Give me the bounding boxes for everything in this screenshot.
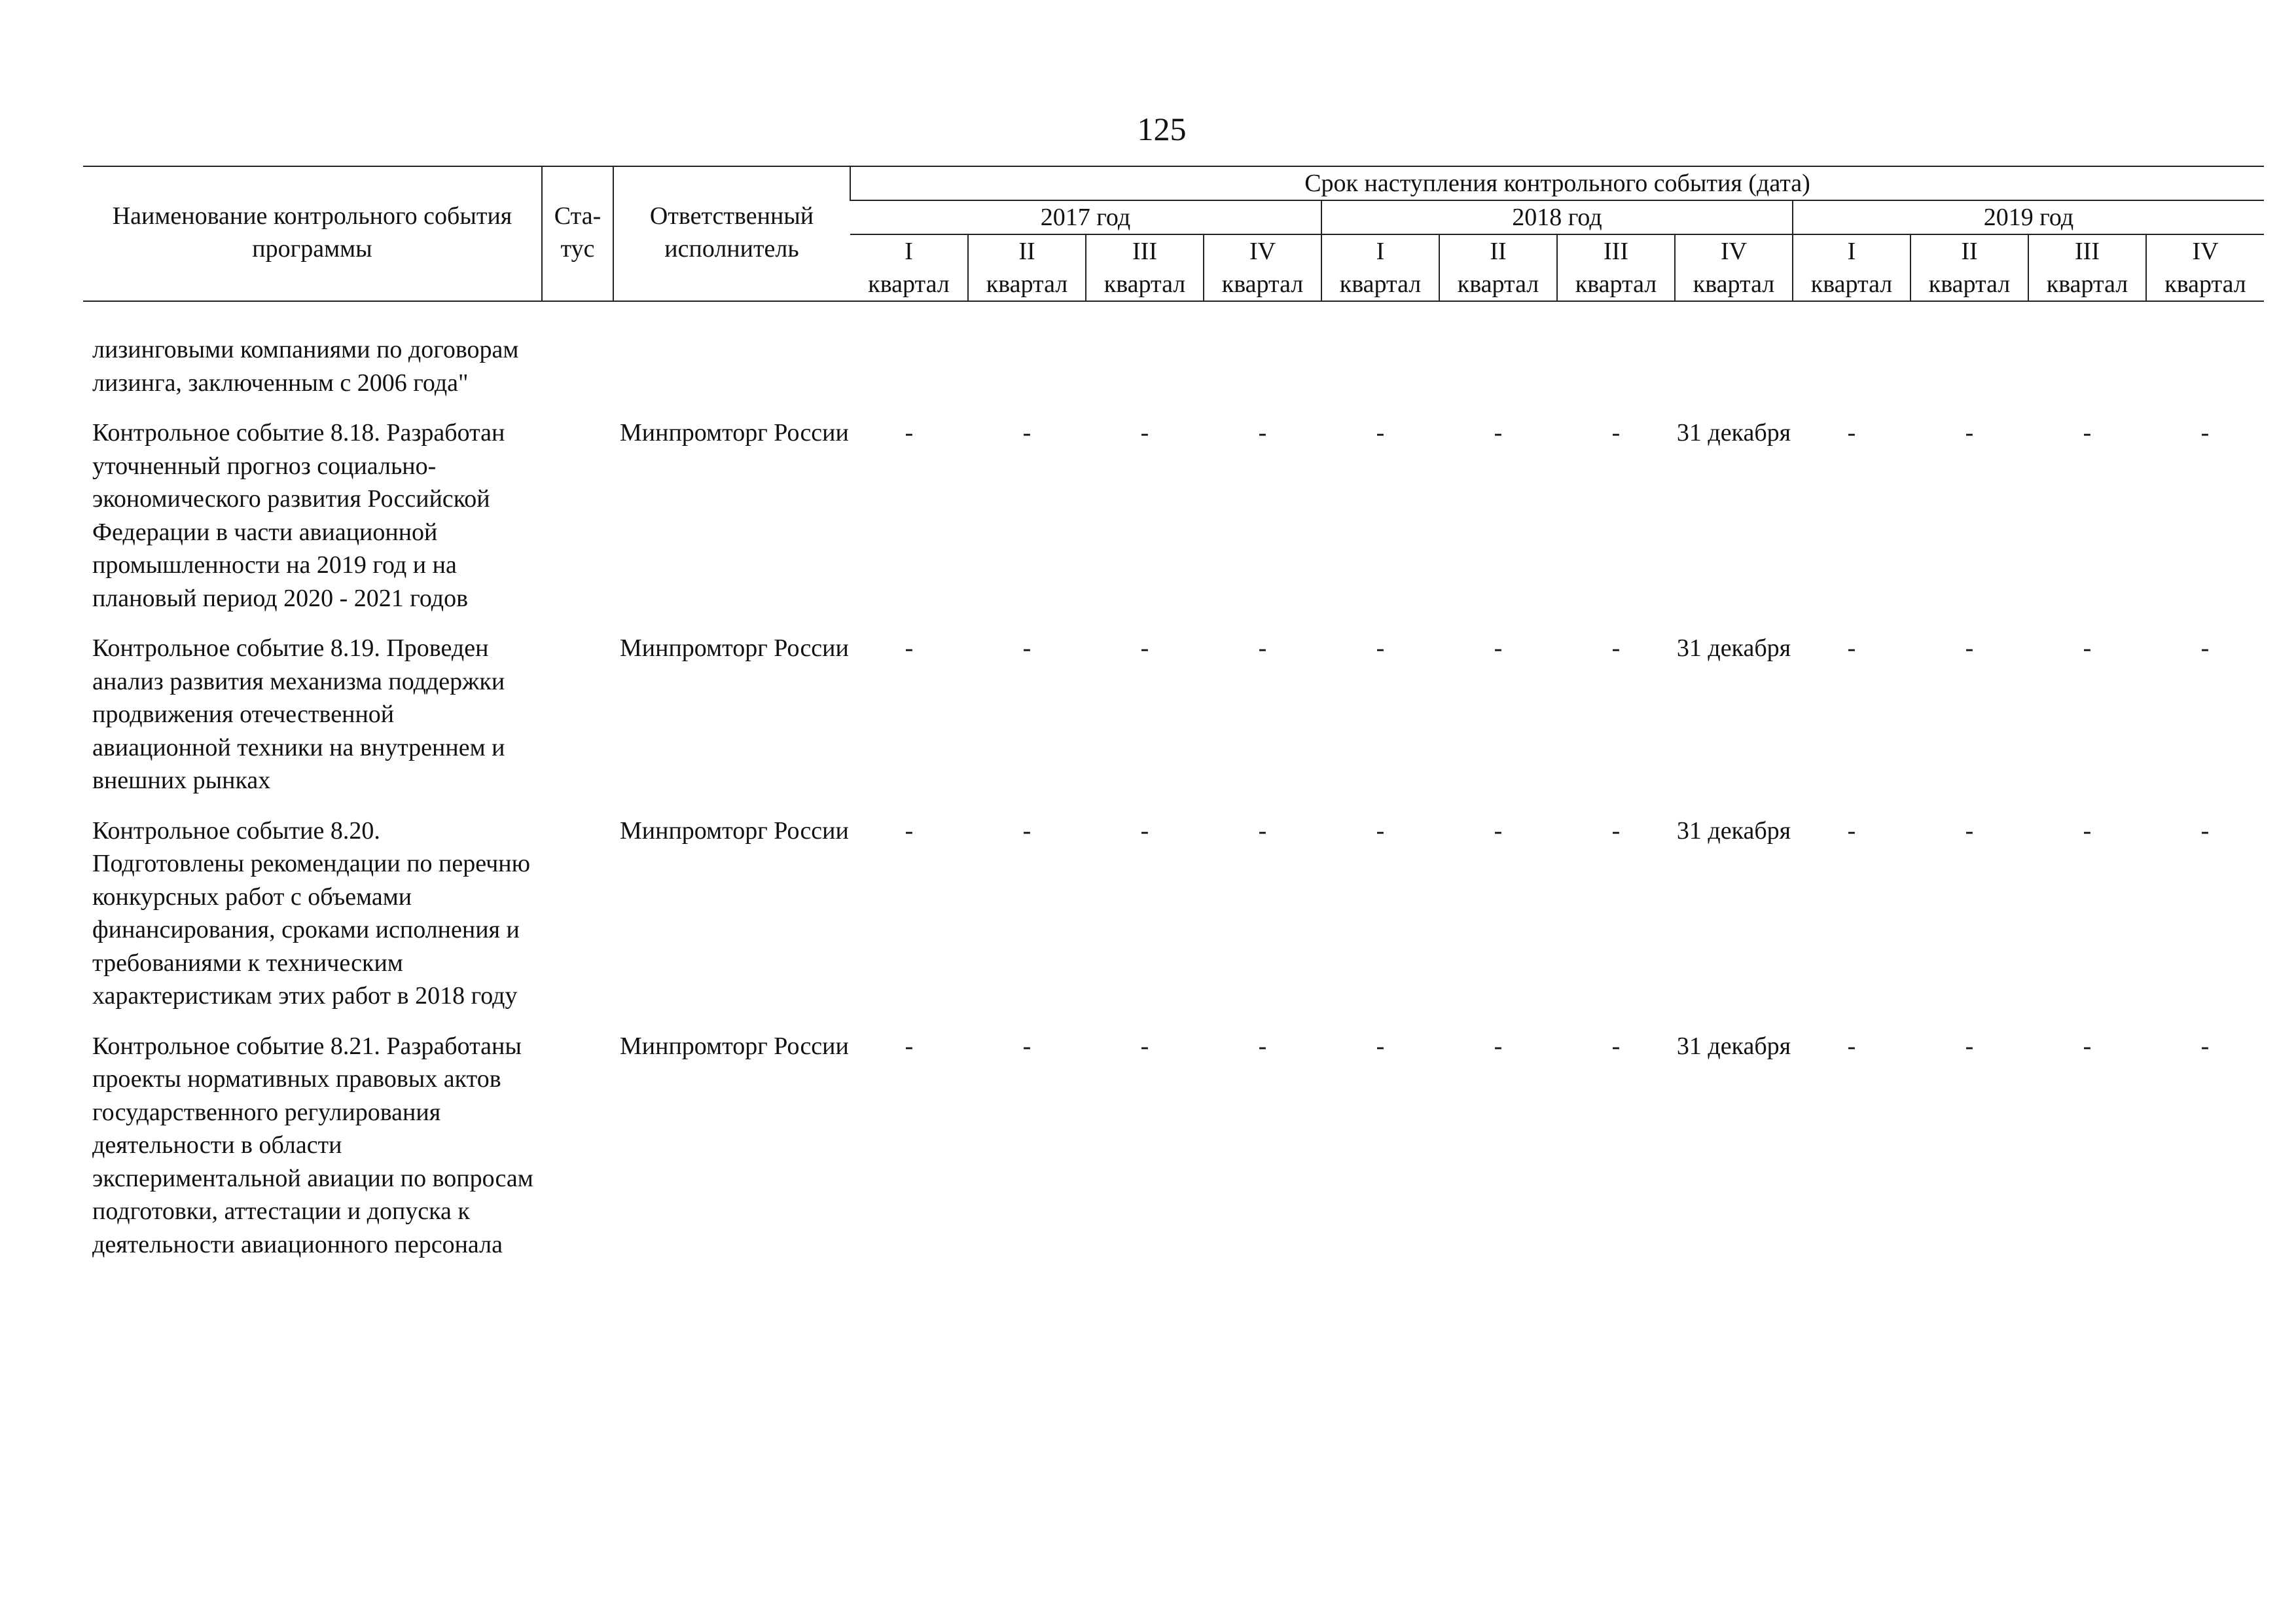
quarter-cell: -: [1847, 634, 1856, 662]
quarter-cell: [1321, 333, 1439, 416]
executor-cell: Минпромторг России: [620, 419, 849, 447]
quarter-cell: -: [1611, 1032, 1621, 1060]
header-year-2018: 2018 год: [1321, 200, 1793, 234]
quarter-cell: [2028, 333, 2146, 416]
status-cell: [542, 814, 613, 1030]
header-quarter: III квартал: [1557, 234, 1675, 301]
quarter-cell: -: [905, 816, 914, 845]
header-year-2017: 2017 год: [850, 200, 1321, 234]
header-quarter: III квартал: [2028, 234, 2146, 301]
table-row: [83, 814, 2264, 1030]
quarter-cell: [1793, 333, 1910, 416]
table-row: [83, 632, 2264, 814]
status-cell: [542, 1030, 613, 1279]
quarter-cell: -: [905, 1032, 914, 1060]
quarter-cell: -: [905, 419, 914, 447]
quarter-cell: -: [2083, 634, 2092, 662]
header-quarter: I квартал: [850, 234, 968, 301]
quarter-cell: -: [1611, 419, 1621, 447]
quarter-cell: -: [1258, 1032, 1267, 1060]
quarter-cell: -: [2200, 419, 2210, 447]
quarter-cell: [1439, 333, 1557, 416]
header-quarter: I квартал: [1321, 234, 1439, 301]
quarter-cell: -: [2083, 816, 2092, 845]
quarter-cell: -: [1140, 419, 1149, 447]
header-period-group: Срок наступления контрольного события (дата): [850, 166, 2264, 200]
quarter-cell: -: [2200, 634, 2210, 662]
quarter-cell: -: [1494, 419, 1503, 447]
table-row: [83, 416, 2264, 632]
quarter-cell: -: [1140, 634, 1149, 662]
quarter-cell: -: [1022, 634, 1031, 662]
header-executor: Ответственный исполнитель: [613, 166, 850, 301]
header-quarter: IV квартал: [2146, 234, 2264, 301]
event-name-cell: Контрольное событие 8.21. Разработаны проекты нормативных правовых актов государственного регулирования деятельности в области экспериментальной авиации по вопросам подготовки, аттестации и допуска к деятельности авиационного персонала: [92, 1032, 533, 1258]
quarter-cell: -: [2083, 419, 2092, 447]
quarter-cell: -: [1258, 634, 1267, 662]
quarter-cell: -: [1965, 419, 1974, 447]
quarter-cell: -: [1611, 634, 1621, 662]
quarter-cell: -: [2200, 1032, 2210, 1060]
quarter-cell: [850, 333, 968, 416]
quarter-cell: -: [1022, 1032, 1031, 1060]
header-quarter: I квартал: [1793, 234, 1910, 301]
quarter-cell: [2146, 333, 2264, 416]
table-row: [83, 333, 2264, 416]
event-name-cell: Контрольное событие 8.18. Разработан уточненный прогноз социально-экономического развития Российской Федерации в части авиационной промышленности на 2019 год и на плановый период 2020 - 2021 годов: [92, 419, 505, 612]
status-cell: [542, 632, 613, 814]
header-event-name: Наименование контрольного события программы: [83, 166, 542, 301]
executor-cell: [613, 333, 850, 416]
date-cell: 31 декабря: [1676, 816, 1791, 845]
header-status: Ста-тус: [542, 166, 613, 301]
quarter-cell: -: [1611, 816, 1621, 845]
executor-cell: Минпромторг России: [620, 634, 849, 662]
header-quarter: IV квартал: [1204, 234, 1321, 301]
table-body: [83, 301, 2264, 1278]
quarter-cell: -: [1258, 816, 1267, 845]
executor-cell: Минпромторг России: [620, 816, 849, 845]
header-quarter: III квартал: [1086, 234, 1204, 301]
event-name-cell: лизинговыми компаниями по договорам лизинга, заключенным с 2006 года": [92, 336, 519, 397]
quarter-cell: -: [1376, 634, 1385, 662]
header-year-2019: 2019 год: [1793, 200, 2264, 234]
quarter-cell: -: [1847, 1032, 1856, 1060]
status-cell: [542, 416, 613, 632]
executor-cell: Минпромторг России: [620, 1032, 849, 1060]
quarter-cell: -: [1494, 1032, 1503, 1060]
quarter-cell: [1557, 333, 1675, 416]
event-name-cell: Контрольное событие 8.19. Проведен анализ развития механизма поддержки продвижения отечественной авиационной техники на внутреннем и внешних рынках: [92, 634, 505, 794]
quarter-cell: [1204, 333, 1321, 416]
header-quarter: IV квартал: [1675, 234, 1793, 301]
quarter-cell: -: [1376, 816, 1385, 845]
quarter-cell: -: [2083, 1032, 2092, 1060]
header-quarter: II квартал: [1910, 234, 2028, 301]
date-cell: 31 декабря: [1676, 1032, 1791, 1060]
quarter-cell: -: [1140, 1032, 1149, 1060]
quarter-cell: -: [1965, 634, 1974, 662]
quarter-cell: -: [1022, 419, 1031, 447]
quarter-cell: -: [1847, 816, 1856, 845]
quarter-cell: -: [1022, 816, 1031, 845]
quarter-cell: -: [1847, 419, 1856, 447]
quarter-cell: -: [1140, 816, 1149, 845]
control-events-table: [83, 166, 2264, 1278]
quarter-cell: -: [1494, 634, 1503, 662]
quarter-cell: -: [1494, 816, 1503, 845]
quarter-cell: [1675, 333, 1793, 416]
table-row: [83, 1030, 2264, 1279]
table-header: [83, 166, 2264, 301]
quarter-cell: -: [1965, 1032, 1974, 1060]
quarter-cell: [1910, 333, 2028, 416]
quarter-cell: -: [1965, 816, 1974, 845]
header-quarter: II квартал: [968, 234, 1086, 301]
quarter-cell: -: [1376, 1032, 1385, 1060]
status-cell: [542, 333, 613, 416]
header-quarter: II квартал: [1439, 234, 1557, 301]
date-cell: 31 декабря: [1676, 419, 1791, 447]
date-cell: 31 декабря: [1676, 634, 1791, 662]
quarter-cell: -: [905, 634, 914, 662]
page-number: 125: [1137, 111, 1187, 147]
quarter-cell: [968, 333, 1086, 416]
quarter-cell: -: [1258, 419, 1267, 447]
quarter-cell: [1086, 333, 1204, 416]
event-name-cell: Контрольное событие 8.20. Подготовлены рекомендации по перечню конкурсных работ с объемами финансирования, сроками исполнения и требованиями к техническим характеристикам этих работ в 2018 году: [92, 816, 530, 1010]
quarter-cell: -: [2200, 816, 2210, 845]
quarter-cell: -: [1376, 419, 1385, 447]
